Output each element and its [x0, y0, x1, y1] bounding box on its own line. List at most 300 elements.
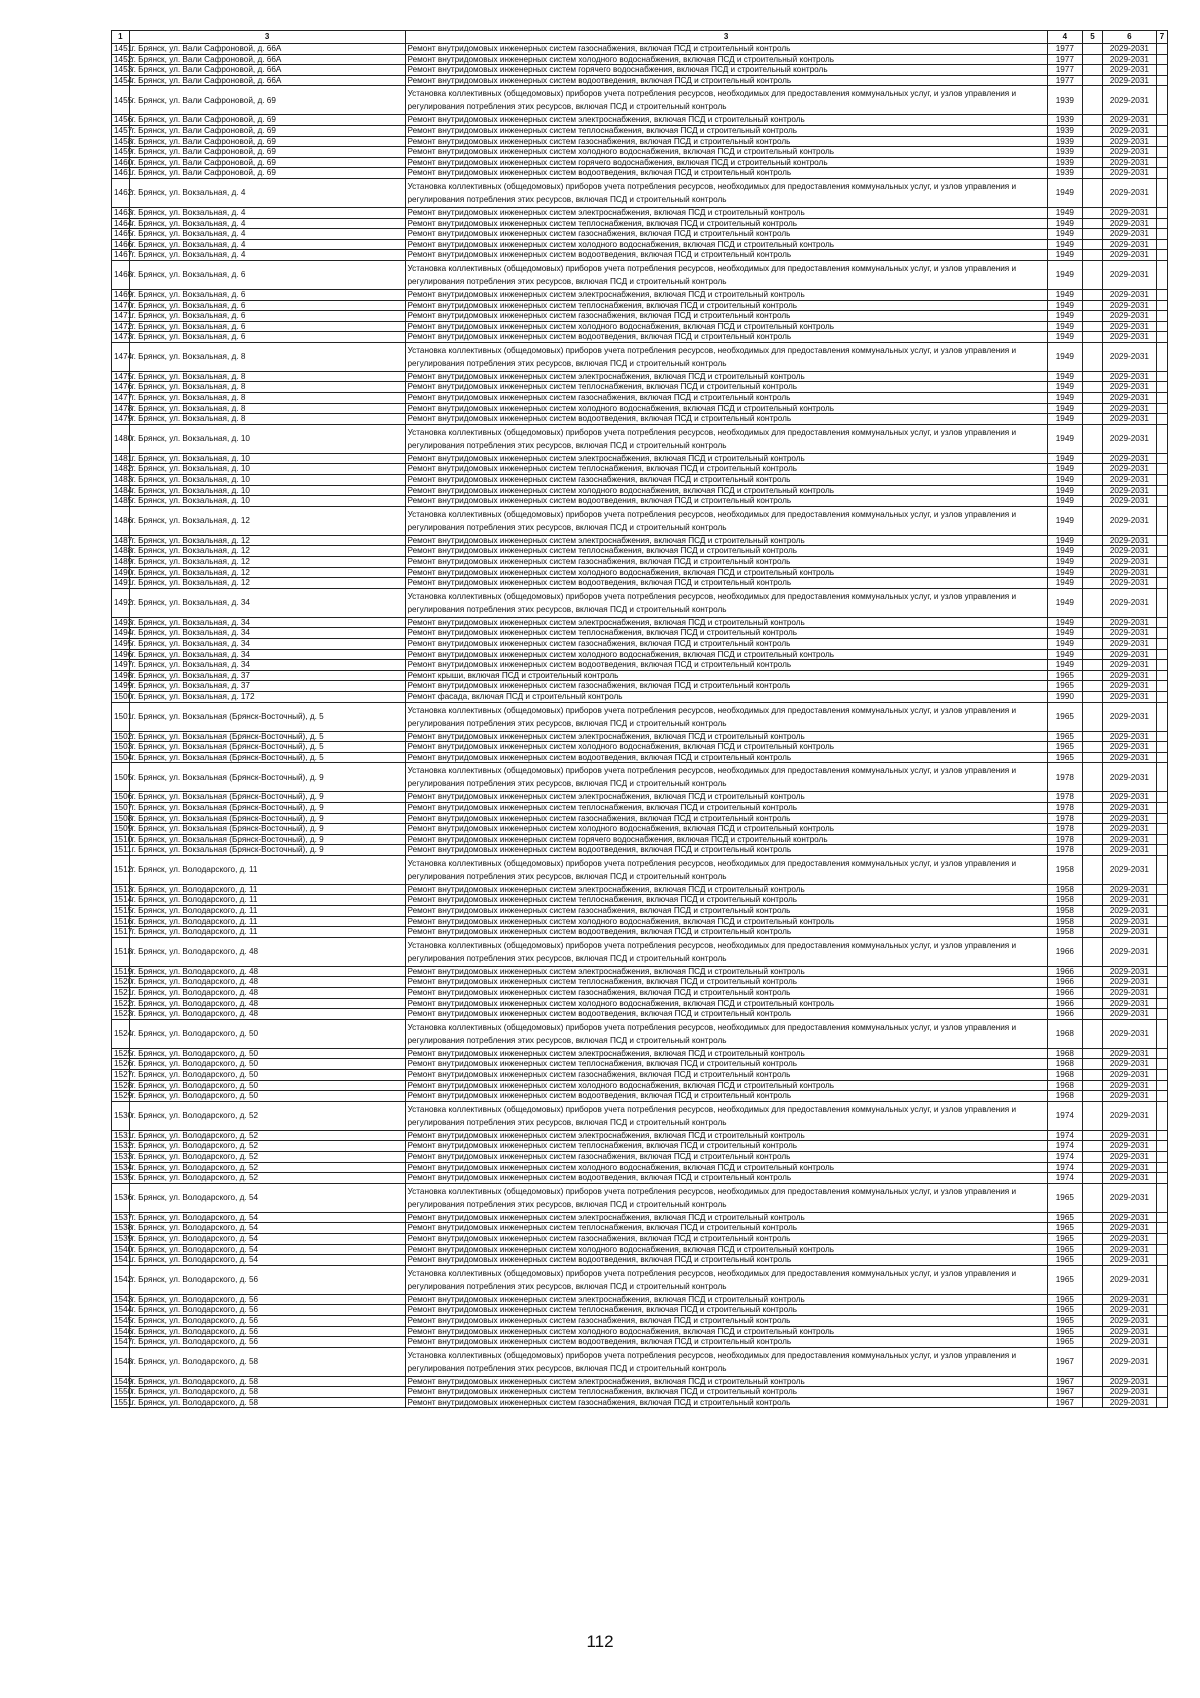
table-row — [112, 660, 1168, 671]
row-number: 1539 — [112, 1233, 130, 1244]
empty-cell — [1156, 802, 1167, 813]
year-cell: 1977 — [1047, 75, 1082, 86]
address-cell: г. Брянск, ул. Вокзальная (Брянск-Восточный), д. 9 — [129, 845, 405, 856]
year-cell: 1958 — [1047, 906, 1082, 917]
year-cell: 1949 — [1047, 649, 1082, 660]
work-cell: Ремонт внутридомовых инженерных систем водоотведения, включая ПСД и строительный контроль — [405, 1009, 1047, 1020]
table-row — [112, 927, 1168, 938]
period-cell: 2029-2031 — [1102, 86, 1156, 115]
address-cell: г. Брянск, ул. Вокзальная, д. 34 — [129, 660, 405, 671]
empty-cell — [1156, 546, 1167, 557]
row-number: 1522 — [112, 998, 130, 1009]
table-row — [112, 414, 1168, 425]
empty-cell — [1083, 1294, 1103, 1305]
address-cell: г. Брянск, ул. Вокзальная, д. 4 — [129, 239, 405, 250]
empty-cell — [1083, 617, 1103, 628]
period-cell: 2029-2031 — [1102, 1337, 1156, 1348]
table-row — [112, 506, 1168, 535]
row-number: 1535 — [112, 1173, 130, 1184]
empty-cell — [1083, 1019, 1103, 1048]
empty-cell — [1156, 250, 1167, 261]
row-number: 1538 — [112, 1223, 130, 1234]
empty-cell — [1156, 937, 1167, 966]
address-cell: г. Брянск, ул. Володарского, д. 52 — [129, 1151, 405, 1162]
empty-cell — [1156, 1141, 1167, 1152]
row-number: 1520 — [112, 977, 130, 988]
address-cell: г. Брянск, ул. Вокзальная, д. 10 — [129, 475, 405, 486]
year-cell: 1949 — [1047, 464, 1082, 475]
empty-cell — [1156, 977, 1167, 988]
empty-cell — [1083, 321, 1103, 332]
year-cell: 1974 — [1047, 1141, 1082, 1152]
table-row — [112, 649, 1168, 660]
work-cell: Ремонт внутридомовых инженерных систем водоотведения, включая ПСД и строительный контроль — [405, 1337, 1047, 1348]
table-row — [112, 752, 1168, 763]
year-cell: 1967 — [1047, 1376, 1082, 1387]
row-number: 1471 — [112, 311, 130, 322]
row-number: 1530 — [112, 1101, 130, 1130]
row-number: 1455 — [112, 86, 130, 115]
work-cell: Ремонт внутридомовых инженерных систем теплоснабжения, включая ПСД и строительный контроль — [405, 802, 1047, 813]
work-cell: Установка коллективных (общедомовых) приборов учета потребления ресурсов, необходимых для предоставления коммунальных услуг, и узлов управления и регулирования потребления этих ресурсов, включая ПСД и строительный контроль — [405, 1347, 1047, 1376]
empty-cell — [1156, 691, 1167, 702]
row-number: 1507 — [112, 802, 130, 813]
table-row — [112, 1315, 1168, 1326]
address-cell: г. Брянск, ул. Володарского, д. 56 — [129, 1305, 405, 1316]
address-cell: г. Брянск, ул. Володарского, д. 56 — [129, 1315, 405, 1326]
address-cell: г. Брянск, ул. Володарского, д. 52 — [129, 1173, 405, 1184]
year-cell: 1968 — [1047, 1070, 1082, 1081]
empty-cell — [1083, 75, 1103, 86]
address-cell: г. Брянск, ул. Вокзальная, д. 34 — [129, 617, 405, 628]
work-cell: Ремонт внутридомовых инженерных систем электроснабжения, включая ПСД и строительный контроль — [405, 1376, 1047, 1387]
period-cell: 2029-2031 — [1102, 44, 1156, 55]
period-cell: 2029-2031 — [1102, 966, 1156, 977]
row-number: 1523 — [112, 1009, 130, 1020]
empty-cell — [1083, 906, 1103, 917]
period-cell: 2029-2031 — [1102, 1244, 1156, 1255]
row-number: 1502 — [112, 731, 130, 742]
empty-cell — [1083, 628, 1103, 639]
table-row — [112, 239, 1168, 250]
empty-cell — [1083, 895, 1103, 906]
table-row — [112, 1255, 1168, 1266]
address-cell: г. Брянск, ул. Вокзальная, д. 8 — [129, 382, 405, 393]
row-number: 1451 — [112, 44, 130, 55]
page-number: 112 — [586, 1632, 614, 1651]
table-row — [112, 681, 1168, 692]
work-cell: Ремонт внутридомовых инженерных систем водоотведения, включая ПСД и строительный контроль — [405, 250, 1047, 261]
year-cell: 1949 — [1047, 506, 1082, 535]
empty-cell — [1083, 927, 1103, 938]
empty-cell — [1083, 125, 1103, 136]
row-number: 1551 — [112, 1397, 130, 1408]
row-number: 1462 — [112, 178, 130, 207]
empty-cell — [1083, 977, 1103, 988]
period-cell: 2029-2031 — [1102, 1151, 1156, 1162]
period-cell: 2029-2031 — [1102, 691, 1156, 702]
period-cell: 2029-2031 — [1102, 906, 1156, 917]
year-cell: 1977 — [1047, 65, 1082, 76]
empty-cell — [1156, 168, 1167, 179]
work-cell: Установка коллективных (общедомовых) приборов учета потребления ресурсов, необходимых для предоставления коммунальных услуг, и узлов управления и регулирования потребления этих ресурсов, включая ПСД и строительный контроль — [405, 1019, 1047, 1048]
empty-cell — [1083, 1347, 1103, 1376]
year-cell: 1966 — [1047, 937, 1082, 966]
address-cell: г. Брянск, ул. Вокзальная (Брянск-Восточный), д. 9 — [129, 834, 405, 845]
table-row — [112, 342, 1168, 371]
empty-cell — [1156, 660, 1167, 671]
table-row — [112, 485, 1168, 496]
row-number: 1536 — [112, 1183, 130, 1212]
empty-cell — [1083, 855, 1103, 884]
address-cell: г. Брянск, ул. Володарского, д. 58 — [129, 1347, 405, 1376]
row-number: 1499 — [112, 681, 130, 692]
row-number: 1457 — [112, 125, 130, 136]
empty-cell — [1156, 1294, 1167, 1305]
address-cell: г. Брянск, ул. Володарского, д. 54 — [129, 1212, 405, 1223]
table-row — [112, 578, 1168, 589]
work-cell: Ремонт внутридомовых инженерных систем водоотведения, включая ПСД и строительный контроль — [405, 496, 1047, 507]
work-cell: Установка коллективных (общедомовых) приборов учета потребления ресурсов, необходимых для предоставления коммунальных услуг, и узлов управления и регулирования потребления этих ресурсов, включая ПСД и строительный контроль — [405, 702, 1047, 731]
address-cell: г. Брянск, ул. Володарского, д. 54 — [129, 1233, 405, 1244]
address-cell: г. Брянск, ул. Вокзальная, д. 12 — [129, 546, 405, 557]
address-cell: г. Брянск, ул. Вокзальная, д. 34 — [129, 638, 405, 649]
work-cell: Ремонт внутридомовых инженерных систем холодного водоснабжения, включая ПСД и строительный контроль — [405, 147, 1047, 158]
year-cell: 1949 — [1047, 638, 1082, 649]
header-row — [112, 31, 1168, 44]
column-header: 6 — [1102, 31, 1156, 44]
empty-cell — [1083, 1387, 1103, 1398]
year-cell: 1958 — [1047, 895, 1082, 906]
table-row — [112, 937, 1168, 966]
year-cell: 1949 — [1047, 321, 1082, 332]
address-cell: г. Брянск, ул. Вокзальная, д. 6 — [129, 300, 405, 311]
address-cell: г. Брянск, ул. Володарского, д. 58 — [129, 1387, 405, 1398]
table-row — [112, 332, 1168, 343]
period-cell: 2029-2031 — [1102, 300, 1156, 311]
period-cell: 2029-2031 — [1102, 147, 1156, 158]
period-cell: 2029-2031 — [1102, 424, 1156, 453]
empty-cell — [1083, 1059, 1103, 1070]
year-cell: 1965 — [1047, 702, 1082, 731]
work-cell: Ремонт внутридомовых инженерных систем теплоснабжения, включая ПСД и строительный контроль — [405, 1141, 1047, 1152]
year-cell: 1949 — [1047, 660, 1082, 671]
empty-cell — [1083, 588, 1103, 617]
period-cell: 2029-2031 — [1102, 546, 1156, 557]
year-cell: 1965 — [1047, 1233, 1082, 1244]
table-row — [112, 464, 1168, 475]
period-cell: 2029-2031 — [1102, 927, 1156, 938]
period-cell: 2029-2031 — [1102, 260, 1156, 289]
address-cell: г. Брянск, ул. Вокзальная, д. 10 — [129, 453, 405, 464]
empty-cell — [1156, 792, 1167, 803]
address-cell: г. Брянск, ул. Вали Сафроновой, д. 69 — [129, 115, 405, 126]
column-header: 5 — [1083, 31, 1103, 44]
table-row — [112, 1080, 1168, 1091]
empty-cell — [1156, 414, 1167, 425]
year-cell: 1939 — [1047, 115, 1082, 126]
empty-cell — [1083, 44, 1103, 55]
year-cell: 1949 — [1047, 382, 1082, 393]
row-number: 1532 — [112, 1141, 130, 1152]
table-row — [112, 300, 1168, 311]
empty-cell — [1156, 1101, 1167, 1130]
period-cell: 2029-2031 — [1102, 916, 1156, 927]
table-row — [112, 44, 1168, 55]
row-number: 1478 — [112, 403, 130, 414]
row-number: 1459 — [112, 147, 130, 158]
period-cell: 2029-2031 — [1102, 802, 1156, 813]
row-number: 1511 — [112, 845, 130, 856]
work-cell: Ремонт внутридомовых инженерных систем водоотведения, включая ПСД и строительный контроль — [405, 660, 1047, 671]
period-cell: 2029-2031 — [1102, 638, 1156, 649]
table-row — [112, 1244, 1168, 1255]
row-number: 1510 — [112, 834, 130, 845]
row-number: 1512 — [112, 855, 130, 884]
empty-cell — [1156, 136, 1167, 147]
period-cell: 2029-2031 — [1102, 578, 1156, 589]
empty-cell — [1156, 895, 1167, 906]
table-row — [112, 207, 1168, 218]
empty-cell — [1083, 567, 1103, 578]
empty-cell — [1156, 229, 1167, 240]
period-cell: 2029-2031 — [1102, 54, 1156, 65]
period-cell: 2029-2031 — [1102, 178, 1156, 207]
row-number: 1494 — [112, 628, 130, 639]
row-number: 1488 — [112, 546, 130, 557]
row-number: 1528 — [112, 1080, 130, 1091]
empty-cell — [1156, 916, 1167, 927]
empty-cell — [1156, 884, 1167, 895]
table-row — [112, 496, 1168, 507]
table-row — [112, 988, 1168, 999]
empty-cell — [1083, 371, 1103, 382]
period-cell: 2029-2031 — [1102, 1019, 1156, 1048]
row-number: 1486 — [112, 506, 130, 535]
period-cell: 2029-2031 — [1102, 1048, 1156, 1059]
year-cell: 1966 — [1047, 998, 1082, 1009]
empty-cell — [1083, 824, 1103, 835]
table-row — [112, 382, 1168, 393]
table-row — [112, 1294, 1168, 1305]
year-cell: 1939 — [1047, 157, 1082, 168]
table-row — [112, 54, 1168, 65]
address-cell: г. Брянск, ул. Вокзальная, д. 4 — [129, 218, 405, 229]
period-cell: 2029-2031 — [1102, 289, 1156, 300]
empty-cell — [1083, 1265, 1103, 1294]
year-cell: 1949 — [1047, 617, 1082, 628]
empty-cell — [1156, 998, 1167, 1009]
address-cell: г. Брянск, ул. Вокзальная (Брянск-Восточный), д. 5 — [129, 731, 405, 742]
empty-cell — [1083, 207, 1103, 218]
period-cell: 2029-2031 — [1102, 1315, 1156, 1326]
address-cell: г. Брянск, ул. Вокзальная (Брянск-Восточный), д. 9 — [129, 824, 405, 835]
empty-cell — [1083, 702, 1103, 731]
table-row — [112, 763, 1168, 792]
row-number: 1492 — [112, 588, 130, 617]
table-row — [112, 802, 1168, 813]
address-cell: г. Брянск, ул. Володарского, д. 11 — [129, 916, 405, 927]
empty-cell — [1083, 845, 1103, 856]
row-number: 1545 — [112, 1315, 130, 1326]
year-cell: 1978 — [1047, 792, 1082, 803]
year-cell: 1949 — [1047, 239, 1082, 250]
year-cell: 1968 — [1047, 1048, 1082, 1059]
table-row — [112, 588, 1168, 617]
work-cell: Ремонт внутридомовых инженерных систем теплоснабжения, включая ПСД и строительный контроль — [405, 125, 1047, 136]
table-row — [112, 1265, 1168, 1294]
period-cell: 2029-2031 — [1102, 1294, 1156, 1305]
work-cell: Ремонт внутридомовых инженерных систем электроснабжения, включая ПСД и строительный контроль — [405, 884, 1047, 895]
empty-cell — [1083, 1233, 1103, 1244]
year-cell: 1965 — [1047, 1326, 1082, 1337]
empty-cell — [1083, 1151, 1103, 1162]
period-cell: 2029-2031 — [1102, 1347, 1156, 1376]
year-cell: 1949 — [1047, 289, 1082, 300]
period-cell: 2029-2031 — [1102, 414, 1156, 425]
address-cell: г. Брянск, ул. Вали Сафроновой, д. 69 — [129, 136, 405, 147]
table-row — [112, 75, 1168, 86]
period-cell: 2029-2031 — [1102, 332, 1156, 343]
work-cell: Ремонт внутридомовых инженерных систем электроснабжения, включая ПСД и строительный контроль — [405, 1212, 1047, 1223]
work-cell: Ремонт внутридомовых инженерных систем электроснабжения, включая ПСД и строительный контроль — [405, 731, 1047, 742]
row-number: 1479 — [112, 414, 130, 425]
empty-cell — [1083, 54, 1103, 65]
work-cell: Ремонт внутридомовых инженерных систем электроснабжения, включая ПСД и строительный контроль — [405, 792, 1047, 803]
empty-cell — [1156, 311, 1167, 322]
period-cell: 2029-2031 — [1102, 731, 1156, 742]
table-row — [112, 906, 1168, 917]
period-cell: 2029-2031 — [1102, 1212, 1156, 1223]
empty-cell — [1083, 453, 1103, 464]
period-cell: 2029-2031 — [1102, 660, 1156, 671]
table-row — [112, 65, 1168, 76]
work-cell: Ремонт внутридомовых инженерных систем электроснабжения, включая ПСД и строительный контроль — [405, 535, 1047, 546]
empty-cell — [1083, 1397, 1103, 1408]
column-header: 1 — [112, 31, 130, 44]
period-cell: 2029-2031 — [1102, 239, 1156, 250]
row-number: 1487 — [112, 535, 130, 546]
table-row — [112, 702, 1168, 731]
year-cell: 1966 — [1047, 966, 1082, 977]
empty-cell — [1156, 1223, 1167, 1234]
row-number: 1463 — [112, 207, 130, 218]
address-cell: г. Брянск, ул. Вокзальная, д. 37 — [129, 681, 405, 692]
column-header: 4 — [1047, 31, 1082, 44]
year-cell: 1965 — [1047, 1305, 1082, 1316]
period-cell: 2029-2031 — [1102, 763, 1156, 792]
period-cell: 2029-2031 — [1102, 1233, 1156, 1244]
address-cell: г. Брянск, ул. Володарского, д. 54 — [129, 1255, 405, 1266]
row-number: 1491 — [112, 578, 130, 589]
address-cell: г. Брянск, ул. Володарского, д. 54 — [129, 1223, 405, 1234]
table-row — [112, 1387, 1168, 1398]
empty-cell — [1156, 54, 1167, 65]
work-cell: Ремонт внутридомовых инженерных систем водоотведения, включая ПСД и строительный контроль — [405, 1091, 1047, 1102]
year-cell: 1978 — [1047, 834, 1082, 845]
period-cell: 2029-2031 — [1102, 1162, 1156, 1173]
row-number: 1534 — [112, 1162, 130, 1173]
period-cell: 2029-2031 — [1102, 1141, 1156, 1152]
row-number: 1467 — [112, 250, 130, 261]
row-number: 1537 — [112, 1212, 130, 1223]
year-cell: 1958 — [1047, 916, 1082, 927]
table-row — [112, 1070, 1168, 1081]
empty-cell — [1156, 506, 1167, 535]
address-cell: г. Брянск, ул. Вокзальная (Брянск-Восточный), д. 9 — [129, 792, 405, 803]
row-number: 1514 — [112, 895, 130, 906]
address-cell: г. Брянск, ул. Вали Сафроновой, д. 66А — [129, 44, 405, 55]
table-row — [112, 638, 1168, 649]
empty-cell — [1156, 702, 1167, 731]
table-row — [112, 1048, 1168, 1059]
empty-cell — [1156, 1183, 1167, 1212]
empty-cell — [1156, 927, 1167, 938]
empty-cell — [1083, 1009, 1103, 1020]
address-cell: г. Брянск, ул. Володарского, д. 50 — [129, 1048, 405, 1059]
year-cell: 1968 — [1047, 1080, 1082, 1091]
table-row — [112, 691, 1168, 702]
address-cell: г. Брянск, ул. Володарского, д. 11 — [129, 884, 405, 895]
empty-cell — [1156, 403, 1167, 414]
work-cell: Установка коллективных (общедомовых) приборов учета потребления ресурсов, необходимых для предоставления коммунальных услуг, и узлов управления и регулирования потребления этих ресурсов, включая ПСД и строительный контроль — [405, 588, 1047, 617]
work-cell: Ремонт внутридомовых инженерных систем теплоснабжения, включая ПСД и строительный контроль — [405, 895, 1047, 906]
period-cell: 2029-2031 — [1102, 681, 1156, 692]
period-cell: 2029-2031 — [1102, 702, 1156, 731]
table-row — [112, 1059, 1168, 1070]
empty-cell — [1083, 239, 1103, 250]
work-cell: Установка коллективных (общедомовых) приборов учета потребления ресурсов, необходимых для предоставления коммунальных услуг, и узлов управления и регулирования потребления этих ресурсов, включая ПСД и строительный контроль — [405, 855, 1047, 884]
empty-cell — [1083, 229, 1103, 240]
empty-cell — [1083, 464, 1103, 475]
empty-cell — [1156, 813, 1167, 824]
year-cell: 1949 — [1047, 207, 1082, 218]
row-number: 1506 — [112, 792, 130, 803]
work-cell: Ремонт внутридомовых инженерных систем электроснабжения, включая ПСД и строительный контроль — [405, 453, 1047, 464]
table-row — [112, 125, 1168, 136]
empty-cell — [1083, 1223, 1103, 1234]
work-cell: Ремонт внутридомовых инженерных систем теплоснабжения, включая ПСД и строительный контроль — [405, 300, 1047, 311]
work-cell: Ремонт внутридомовых инженерных систем холодного водоснабжения, включая ПСД и строительный контроль — [405, 1162, 1047, 1173]
row-number: 1464 — [112, 218, 130, 229]
work-cell: Ремонт фасада, включая ПСД и строительный контроль — [405, 691, 1047, 702]
row-number: 1524 — [112, 1019, 130, 1048]
empty-cell — [1083, 578, 1103, 589]
empty-cell — [1083, 1101, 1103, 1130]
period-cell: 2029-2031 — [1102, 506, 1156, 535]
empty-cell — [1083, 535, 1103, 546]
period-cell: 2029-2031 — [1102, 1101, 1156, 1130]
address-cell: г. Брянск, ул. Володарского, д. 11 — [129, 855, 405, 884]
year-cell: 1965 — [1047, 1315, 1082, 1326]
year-cell: 1965 — [1047, 1244, 1082, 1255]
address-cell: г. Брянск, ул. Володарского, д. 48 — [129, 998, 405, 1009]
year-cell: 1965 — [1047, 731, 1082, 742]
row-number: 1548 — [112, 1347, 130, 1376]
work-cell: Установка коллективных (общедомовых) приборов учета потребления ресурсов, необходимых для предоставления коммунальных услуг, и узлов управления и регулирования потребления этих ресурсов, включая ПСД и строительный контроль — [405, 424, 1047, 453]
address-cell: г. Брянск, ул. Вали Сафроновой, д. 66А — [129, 54, 405, 65]
work-cell: Ремонт внутридомовых инженерных систем теплоснабжения, включая ПСД и строительный контроль — [405, 218, 1047, 229]
row-number: 1452 — [112, 54, 130, 65]
year-cell: 1949 — [1047, 567, 1082, 578]
empty-cell — [1083, 813, 1103, 824]
table-row — [112, 813, 1168, 824]
empty-cell — [1083, 506, 1103, 535]
work-cell: Ремонт внутридомовых инженерных систем теплоснабжения, включая ПСД и строительный контроль — [405, 1059, 1047, 1070]
address-cell: г. Брянск, ул. Вокзальная, д. 10 — [129, 485, 405, 496]
address-cell: г. Брянск, ул. Володарского, д. 56 — [129, 1294, 405, 1305]
address-cell: г. Брянск, ул. Володарского, д. 48 — [129, 1009, 405, 1020]
